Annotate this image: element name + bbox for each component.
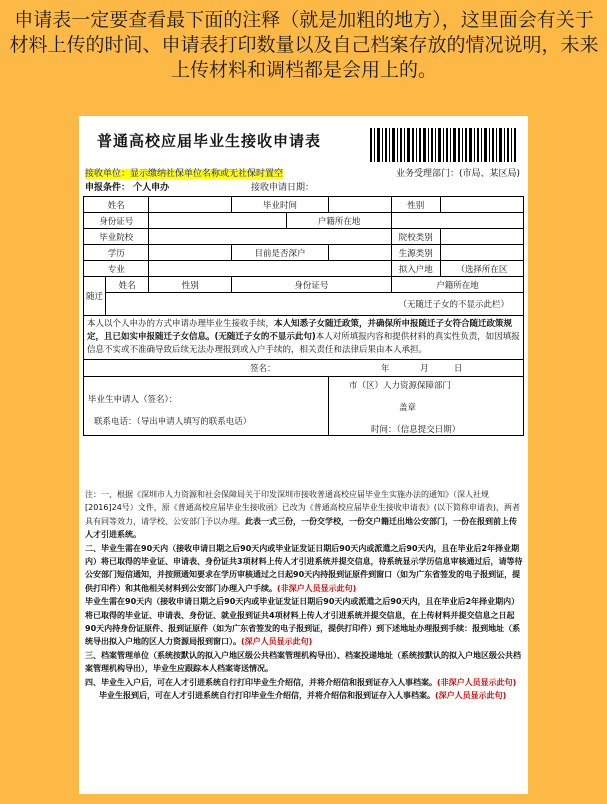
label-grad-time: 毕业时间 [231,197,328,213]
label-name: 姓名 [84,197,149,213]
label-id-no: 身份证号 [84,213,149,229]
value-household[interactable] [391,213,523,229]
note-1-bold: 此表一式三份，一份交学校，一份交户籍迁出地公安部门，一份在报到前上传人才引进系统。 [85,516,517,540]
value-deep-hukou[interactable] [329,245,392,261]
bureau-label: 市（区）人力资源保障部门 [349,381,452,391]
declaration-children: 本人知悉子女随迁政策，并确保所申报随迁子女符合随迁政策规定，且已如实申报随迁子女信息。(无随迁子女的不显示此句) [87,319,513,342]
note-3-text: 毕业生需在90天内（接收申请日期之后90天内或毕业证发证日期后90天内或派遣之后90天内，且在毕业后2年择业期内）将已取得的毕业证、申请表、身份证、就业报到证共4项材料上传人才引进系统并提交信息，在上传材料并提交信息之日起90天内持身份证原件、报到证原件（如为广东省签发的电子报到证，提供打印件）到下述地址办理报到手续：报到地址（系统导出拟入户地的区人力资源局报到窗口）。 [85,597,521,647]
apply-condition: 申报条件： 个人申办 [85,183,170,193]
time-label: 时间：（信息提交日期） [371,425,461,435]
bureau-cell [329,377,524,436]
applicant-label: 毕业生申请人（签名）： [88,395,178,405]
note-3-red: (深户人员显示此句) [241,637,313,647]
label-children-a: 随迁 [84,277,106,316]
note-1 [85,488,523,542]
barcode-icon [368,126,518,164]
sign-row [84,360,524,377]
note-5-text: 四、毕业生入户后，可在人才引进系统自行打印毕业生介绍信，并将介绍信和报到证存入人事档案。 [85,677,437,687]
note-6-text: 毕业生报到后，可在人才引进系统自行打印毕业生介绍信，并将介绍信和报到证存入人事档案。 [99,691,435,701]
label-child-id: 身份证号 [231,277,391,293]
table-row [84,197,524,213]
note-2-text: 二、毕业生需在90天内（接收申请日期之后90天内或毕业证发证日期后90天内或派遣之后90天内，且在毕业后2年择业期内）将已取得的毕业证、申请表、身份证共3项材料上传人才引进系统并提交信息，待系统显示学历信息审核通过后，请等待公安部门短信通知，并按照通知要求在学历审核通过之日起90天内持报到证原件到窗口（如为广东省签发的电子报到证，提供打印件）和其他相关材料到公安部门办理入户手续。 [85,543,523,593]
seal-label: 盖章 [399,403,417,413]
table-row [84,229,524,245]
note-5 [85,676,523,689]
form-title: 普通高校应届毕业生接收申请表 [97,132,322,150]
declaration-text: 本人以个人申办的方式申请办理毕业生接收手续， [87,319,275,329]
no-children-note: （无随迁子女的不显示此栏） [106,293,524,316]
receive-date-label: 接收申请日期： [251,183,315,193]
table-row [84,360,524,377]
declaration [84,316,524,360]
label-child-gender: 性别 [149,277,231,293]
application-form-document [79,116,528,794]
value-id-no[interactable] [149,213,287,229]
label-deep-hukou: 目前是否深户 [231,245,328,261]
notes-section [85,488,523,703]
day-label: 日 [454,364,463,374]
receiver-line [85,168,283,180]
value-name[interactable] [149,197,231,213]
table-row [84,261,524,277]
sign-label: 签名： [250,364,276,374]
dept-label: 业务受理部门：(市局、某区局) [395,169,520,179]
value-grad-time[interactable] [329,197,392,213]
table-row [84,293,524,316]
declaration-responsibility: 本人对所填报内容和提供材料的真实性负责，如因填报信息不实或不准确导致后续无法办理报到或入户手续的，相关责任和法律后果由本人承担。 [87,332,520,355]
label-school: 毕业院校 [84,229,149,245]
note-3 [85,595,523,649]
value-student-type[interactable] [440,245,523,261]
label-student-type: 生源类别 [391,245,440,261]
label-school-type: 院校类别 [391,229,440,245]
note-1-text: 注：一、根据《深圳市人力资源和社会保障局关于印发深圳市接收普通高校应届毕业生实施办法的通知》（深人社规[2016]24号）文件，原《普通高校应届毕业生接收函》已改为《普通高校应届毕业生接收申请表》(以下简称申请表)，两者具有同等效力，请学校、公安部门予以办理。 [85,490,521,526]
table-row [84,213,524,229]
note-2-red: (非深户人员显示此句) [277,583,357,593]
receiver-hint: 显示缴纳社保单位名称或无社保时置空 [130,169,284,179]
note-6 [85,689,523,702]
month-label: 月 [420,364,429,374]
value-gender[interactable] [440,197,523,213]
label-child-household: 户籍所在地 [391,277,523,293]
label-move-to: 拟入户地 [391,261,440,277]
note-6-red: (深户人员显示此句) [435,691,507,701]
table-row [84,277,524,293]
caption-text: 申请表一定要查看最下面的注释（就是加粗的地方），这里面会有关于材料上传的时间、申请表打印数量以及自己档案存放的情况说明，未来上传材料和调档都是会用上的。 [9,9,599,81]
applicant-cell [84,377,329,436]
value-degree[interactable] [149,245,231,261]
label-gender: 性别 [391,197,440,213]
note-5-red: (非深户人员显示此句) [437,677,517,687]
label-degree: 学历 [84,245,149,261]
table-row [84,377,524,436]
value-school[interactable] [149,229,391,245]
label-household: 户籍所在地 [287,213,392,229]
label-major: 专业 [84,261,149,277]
table-row [84,316,524,360]
label-child-name: 姓名 [106,277,149,293]
phone-label: 联系电话：（导出申请人填写的联系电话） [94,417,252,427]
receiver-label: 接收单位： [85,169,131,179]
note-4: 三、档案管理单位（系统按默认的拟入户地区级公共档案管理机构导出）、档案投递地址（系统按默认的拟入户地区级公共档案管理机构导出），毕业生应跟踪本人档案寄送情况。 [85,650,521,674]
value-major[interactable] [149,261,391,277]
note-2 [85,542,523,596]
year-label: 年 [381,364,390,374]
value-school-type[interactable] [440,229,523,245]
table-row [84,245,524,261]
form-table [83,196,524,436]
value-move-to[interactable]: （选择所在区 [440,261,523,277]
